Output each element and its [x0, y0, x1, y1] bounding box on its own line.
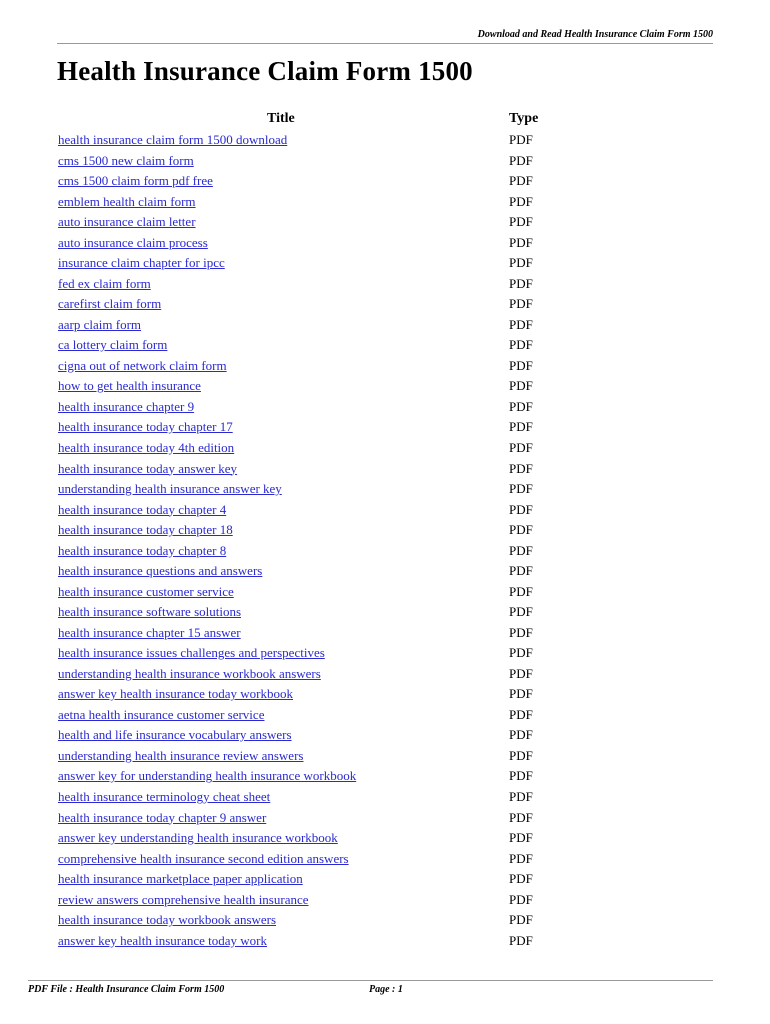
- document-link[interactable]: health insurance today chapter 17: [58, 419, 233, 435]
- table-row: [0, 541, 770, 562]
- document-link[interactable]: health insurance claim form 1500 download: [58, 132, 288, 147]
- table-row: [0, 417, 770, 438]
- table-row: [0, 438, 770, 459]
- table-row: [0, 828, 770, 849]
- footer-file-label: PDF File : Health Insurance Claim Form 1500: [28, 984, 225, 995]
- document-type: PDF: [509, 255, 533, 271]
- table-row: [0, 274, 770, 295]
- table-row: [0, 376, 770, 397]
- document-type: PDF: [509, 398, 533, 414]
- table-row: [0, 746, 770, 767]
- column-header-title: Title: [267, 111, 295, 126]
- document-type: PDF: [509, 193, 533, 209]
- table-row: [0, 602, 770, 623]
- document-link[interactable]: health insurance today 4th edition: [58, 439, 235, 455]
- table-row: [0, 931, 770, 952]
- document-type: PDF: [509, 316, 533, 332]
- header-divider: [57, 43, 713, 44]
- document-link[interactable]: ca lottery claim form: [58, 337, 168, 353]
- table-row: [0, 171, 770, 192]
- document-type: PDF: [509, 789, 533, 804]
- document-type: PDF: [509, 481, 533, 497]
- table-row: [0, 787, 770, 808]
- document-link[interactable]: understanding health insurance review answers: [58, 747, 304, 763]
- document-type: PDF: [509, 706, 533, 722]
- document-link[interactable]: cigna out of network claim form: [58, 357, 227, 373]
- document-link[interactable]: answer key health insurance today work: [58, 932, 268, 948]
- document-type: PDF: [509, 152, 533, 168]
- table-row: [0, 664, 770, 685]
- document-link[interactable]: carefirst claim form: [58, 296, 162, 312]
- document-type: PDF: [509, 501, 533, 517]
- document-type: PDF: [509, 645, 533, 661]
- document-type: PDF: [509, 912, 533, 928]
- table-row: [0, 212, 770, 233]
- running-header: Download and Read Health Insurance Claim Form 1500: [477, 29, 713, 40]
- footer-page-number: Page : 1: [369, 984, 403, 995]
- document-type: PDF: [509, 871, 533, 887]
- table-row: [0, 130, 770, 151]
- table-row: [0, 520, 770, 541]
- document-type: PDF: [509, 604, 533, 620]
- document-type: PDF: [509, 542, 533, 558]
- document-type: PDF: [509, 850, 533, 866]
- document-link[interactable]: aetna health insurance customer service: [58, 706, 265, 722]
- document-type: PDF: [509, 583, 533, 599]
- table-row: [0, 335, 770, 356]
- table-row: [0, 233, 770, 254]
- document-type: PDF: [509, 460, 533, 476]
- document-link[interactable]: fed ex claim form: [58, 275, 151, 291]
- document-type: PDF: [509, 686, 533, 702]
- document-link[interactable]: understanding health insurance workbook answers: [58, 665, 321, 681]
- document-type: PDF: [509, 275, 533, 291]
- document-link[interactable]: comprehensive health insurance second edition answers: [58, 850, 349, 866]
- document-type: PDF: [509, 132, 533, 147]
- document-link[interactable]: health insurance marketplace paper application: [58, 871, 303, 887]
- document-link[interactable]: answer key for understanding health insurance workbook: [58, 768, 357, 784]
- document-type: PDF: [509, 830, 533, 846]
- table-row: [0, 582, 770, 603]
- document-type: PDF: [509, 891, 533, 907]
- document-type: PDF: [509, 932, 533, 948]
- document-link[interactable]: review answers comprehensive health insurance: [58, 891, 309, 907]
- document-link[interactable]: health insurance today chapter 4: [58, 501, 227, 517]
- document-type: PDF: [509, 419, 533, 435]
- table-row: [0, 643, 770, 664]
- document-link[interactable]: health insurance today answer key: [58, 460, 238, 476]
- table-row: [0, 397, 770, 418]
- document-link[interactable]: health insurance terminology cheat sheet: [58, 789, 271, 804]
- document-link[interactable]: health insurance issues challenges and perspectives: [58, 645, 325, 661]
- document-link[interactable]: health insurance today chapter 8: [58, 542, 227, 558]
- document-link[interactable]: answer key health insurance today workbook: [58, 686, 294, 702]
- table-row: [0, 500, 770, 521]
- table-row: [0, 910, 770, 931]
- document-link[interactable]: health insurance questions and answers: [58, 563, 263, 579]
- document-type: PDF: [509, 563, 533, 579]
- document-type: PDF: [509, 214, 533, 230]
- table-row: [0, 705, 770, 726]
- document-type: PDF: [509, 727, 533, 743]
- table-row: [0, 294, 770, 315]
- document-list: [0, 130, 770, 951]
- table-row: [0, 315, 770, 336]
- document-type: PDF: [509, 357, 533, 373]
- table-row: [0, 869, 770, 890]
- document-link[interactable]: health insurance customer service: [58, 583, 234, 599]
- document-type: PDF: [509, 378, 533, 394]
- table-row: [0, 356, 770, 377]
- document-link[interactable]: health and life insurance vocabulary answers: [58, 727, 292, 743]
- document-type: PDF: [509, 665, 533, 681]
- column-header-type: Type: [509, 111, 539, 126]
- document-link[interactable]: cms 1500 claim form pdf free: [58, 173, 213, 189]
- table-row: [0, 623, 770, 644]
- document-type: PDF: [509, 173, 533, 189]
- document-link[interactable]: health insurance today workbook answers: [58, 912, 277, 928]
- table-row: [0, 459, 770, 480]
- document-type: PDF: [509, 337, 533, 353]
- document-link[interactable]: health insurance today chapter 9 answer: [58, 809, 267, 825]
- document-link[interactable]: emblem health claim form: [58, 193, 196, 209]
- document-link[interactable]: insurance claim chapter for ipcc: [58, 255, 225, 271]
- document-link[interactable]: answer key understanding health insurance workbook: [58, 830, 338, 846]
- document-link[interactable]: cms 1500 new claim form: [58, 152, 194, 168]
- table-row: [0, 684, 770, 705]
- document-type: PDF: [509, 296, 533, 312]
- table-row: [0, 253, 770, 274]
- document-type: PDF: [509, 624, 533, 640]
- table-row: [0, 890, 770, 911]
- page-title: Health Insurance Claim Form 1500: [57, 56, 473, 86]
- document-type: PDF: [509, 809, 533, 825]
- document-link[interactable]: health insurance chapter 9: [58, 398, 195, 414]
- table-row: [0, 561, 770, 582]
- document-type: PDF: [509, 522, 533, 538]
- document-type: PDF: [509, 439, 533, 455]
- document-type: PDF: [509, 234, 533, 250]
- document-link[interactable]: aarp claim form: [58, 316, 142, 332]
- table-row: [0, 766, 770, 787]
- table-row: [0, 479, 770, 500]
- table-row: [0, 849, 770, 870]
- document-link[interactable]: auto insurance claim letter: [58, 214, 196, 230]
- table-row: [0, 725, 770, 746]
- table-row: [0, 192, 770, 213]
- document-link[interactable]: how to get health insurance: [58, 378, 201, 394]
- footer-divider: [28, 980, 713, 981]
- document-type: PDF: [509, 768, 533, 784]
- table-row: [0, 151, 770, 172]
- document-link[interactable]: health insurance today chapter 18: [58, 522, 233, 538]
- table-row: [0, 808, 770, 829]
- document-type: PDF: [509, 747, 533, 763]
- document-link[interactable]: health insurance chapter 15 answer: [58, 624, 241, 640]
- document-link[interactable]: understanding health insurance answer key: [58, 481, 282, 497]
- document-link[interactable]: health insurance software solutions: [58, 604, 242, 620]
- document-link[interactable]: auto insurance claim process: [58, 234, 208, 250]
